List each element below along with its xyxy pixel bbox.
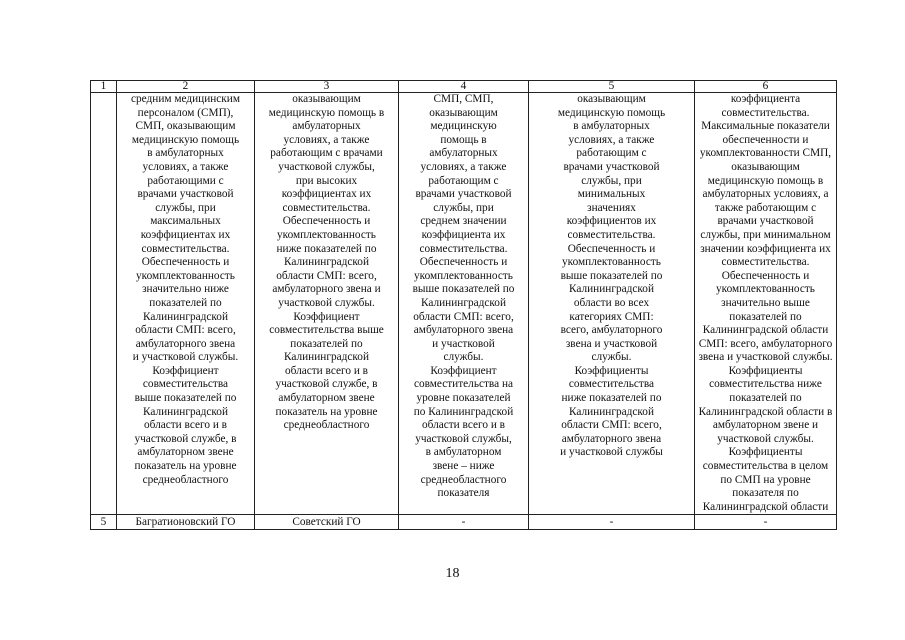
district-cell: Багратионовский ГО (117, 515, 255, 530)
column-number-1: 1 (91, 81, 117, 93)
dash-cell: - (529, 515, 695, 530)
column-number-5: 5 (529, 81, 695, 93)
page-number: 18 (445, 566, 460, 581)
district-cell: Советский ГО (255, 515, 399, 530)
column-number-2: 2 (117, 81, 255, 93)
row-number-cell: 5 (91, 515, 117, 530)
text-cell-col4: СМП, СМП, оказывающим медицинскую помощь в амбулаторных условиях, а также работающим с врачами участковой службы, при среднем значении коэффициента их совместительства. Обеспеченность и укомплектованность выше показателей по Калининградской области СМП: всего, амбулаторного звена и участковой службы. Коэффициент совместительства на уровне показателей по Калининградской области всего и в участковой службы, в амбулаторном звене – ниже среднеобластного показателя (399, 93, 529, 515)
text-cell-col3: оказывающим медицинскую помощь в амбулаторных условиях, а также работающим с врачами участковой службы, при высоких коэффициентах их совместительства. Обеспеченность и укомплектованность ниже показателей по Калининградской области СМП: всего, амбулаторного звена и участковой службы. Коэффициент совместительства выше показателей по Калининградской области всего и в участковой службе, в амбулаторном звене показатель на уровне среднеобластного (255, 93, 399, 515)
text-cell-col2: средним медицинским персоналом (СМП), СМП, оказывающим медицинскую помощь в амбулаторных условиях, а также работающими с врачами участковой службы, при максимальных коэффициентах их совместительства. Обеспеченность и укомплектованность значительно ниже показателей по Калининградской области СМП: всего, амбулаторного звена и участковой службы. Коэффициент совместительства выше показателей по Калининградской области всего и в участковой службе, в амбулаторном звене показатель на уровне среднеобластного (117, 93, 255, 515)
table-header-row (91, 81, 837, 93)
dash-cell: - (695, 515, 837, 530)
column-number-4: 4 (399, 81, 529, 93)
row-number-cell (91, 93, 117, 515)
comparison-table (90, 80, 837, 530)
text-cell-col6: коэффициента совместительства. Максимальные показатели обеспеченности и укомплектованности СМП, оказывающим медицинскую помощь в амбулаторных условиях, а также работающим с врачами участковой службы, при минимальном значении коэффициента их совместительства. Обеспеченность и укомплектованность значительно выше показателей по Калининградской области СМП: всего, амбулаторного звена и участковой службы. Коэффициенты совместительства ниже показателей по Калининградской области в амбулаторном звене и участковой службы. Коэффициенты совместительства в целом по СМП на уровне показателя по Калининградской области (695, 93, 837, 515)
dash-cell: - (399, 515, 529, 530)
column-number-6: 6 (695, 81, 837, 93)
table-row (91, 515, 837, 530)
text-cell-col5: оказывающим медицинскую помощь в амбулаторных условиях, а также работающим с врачами участковой службы, при минимальных значениях коэффициентов их совместительства. Обеспеченность и укомплектованность выше показателей по Калининградской области во всех категориях СМП: всего, амбулаторного звена и участковой службы. Коэффициенты совместительства ниже показателей по Калининградской области СМП: всего, амбулаторного звена и участковой службы (529, 93, 695, 515)
table-row (91, 93, 837, 515)
column-number-3: 3 (255, 81, 399, 93)
